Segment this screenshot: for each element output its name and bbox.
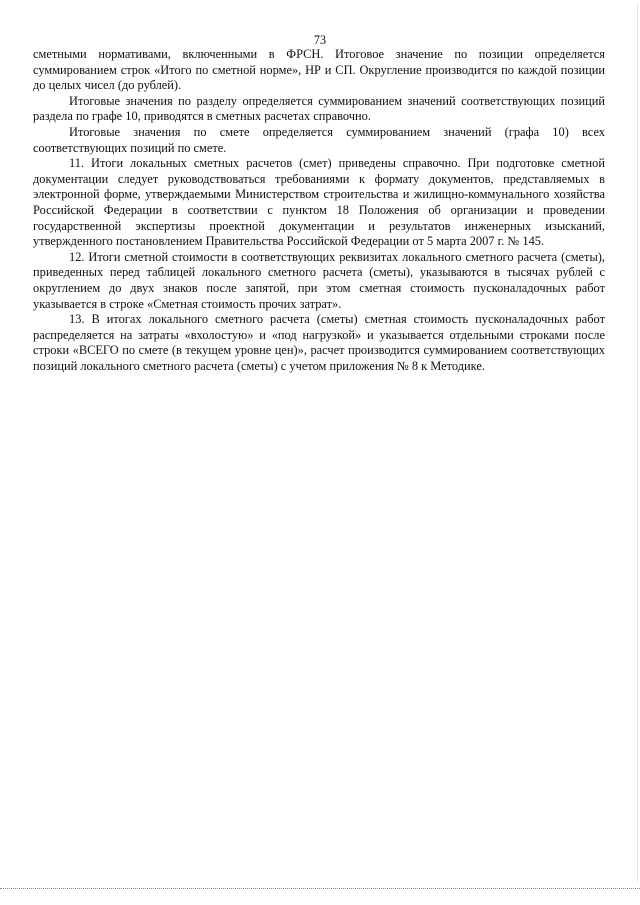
paragraph-section-totals: Итоговые значения по разделу определяется суммированием значений соответствующих позиций раздела по графе 10, приводятся в сметных расчетах справочно. <box>33 93 605 124</box>
body-text <box>33 47 605 374</box>
page-number: 73 <box>313 33 327 47</box>
paragraph-continuation: сметными нормативами, включенными в ФРСН. Итоговое значение по позиции определяется суммированием строк «Итого по сметной норме», НР и СП. Округление производится по каждой позиции до целых чисел (до рублей). <box>33 47 605 93</box>
paragraph-item-12: 12. Итоги сметной стоимости в соответствующих реквизитах локального сметного расчета (сметы), приведенных перед таблицей локального сметного расчета (сметы), указываются в тысячах рублей с округлением до двух знаков после запятой, при этом сметная стоимость пусконаладочных работ указывается в строке «Сметная стоимость прочих затрат». <box>33 249 605 311</box>
scan-edge-bottom <box>0 888 640 889</box>
scan-edge-right <box>637 2 638 882</box>
paragraph-estimate-totals: Итоговые значения по смете определяется суммированием значений (графа 10) всех соответствующих позиций по смете. <box>33 124 605 155</box>
paragraph-item-13: 13. В итогах локального сметного расчета (сметы) сметная стоимость пусконаладочных работ распределяется на затраты «вхолостую» и «под нагрузкой» и указывается отдельными строками после строки «ВСЕГО по смете (в текущем уровне цен)», расчет производится суммированием соответствующих позиций локального сметного расчета (сметы) с учетом приложения № 8 к Методике. <box>33 312 605 373</box>
paragraph-item-11: 11. Итоги локальных сметных расчетов (смет) приведены справочно. При подготовке сметной документации следует руководствоваться требованиями к формату документов, представляемых в электронной форме, утверждаемыми Министерством строительства и жилищно-коммунального хозяйства Российской Федерации в соответствии с пунктом 18 Положения об организации и проведении государственной экспертизы проектной документации и результатов инженерных изысканий, утвержденного постановлением Правительства Российской Федерации от 5 марта 2007 г. № 145. <box>33 156 605 249</box>
